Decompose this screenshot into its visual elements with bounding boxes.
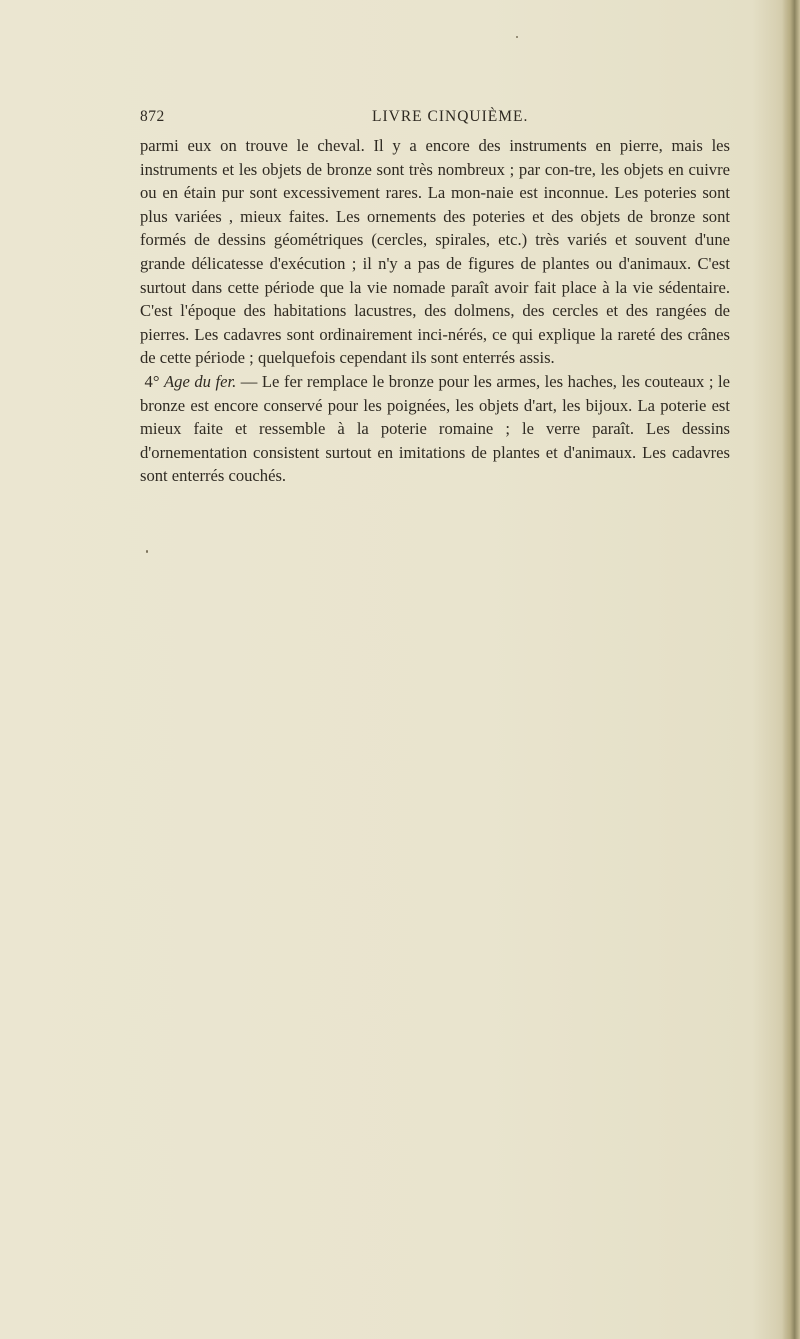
paragraph-iron-age-text: — Le fer remplace le bronze pour les armes, les haches, les couteaux ; le bronze est encore conservé pour les poignées, les objets d'art, les bijoux. La poterie est mieux faite et ressemble à la poterie romaine ; le verre paraît. Les dessins d'ornementation consistent surtout en imitations de plantes et d'animaux. Les cadavres sont enterrés couchés. (140, 371, 731, 486)
paper-speck (146, 550, 148, 553)
body-text (140, 134, 730, 488)
section-number: 4° (144, 371, 160, 391)
page-number: 872 (140, 108, 165, 125)
section-title: Age du fer. (164, 371, 237, 391)
paper-speck (516, 36, 518, 38)
page-edge-shadow (782, 0, 800, 1339)
paragraph-iron-age (140, 370, 730, 488)
paragraph-bronze-age: parmi eux on trouve le cheval. Il y a encore des instruments en pierre, mais les instruments et les objets de bronze sont très nombreux ; par con-tre, les objets en cuivre ou en étain pur sont excessivement rares. La mon-naie est inconnue. Les poteries sont plus variées , mieux faites. Les ornements des poteries et des objets de bronze sont formés de dessins géométriques (cercles, spirales, etc.) très variés et souvent d'une grande délicatesse d'exécution ; il n'y a pas de figures de plantes ou d'animaux. C'est surtout dans cette période que la vie nomade paraît avoir fait place à la vie sédentaire. C'est l'époque des habitations lacustres, des dolmens, des cercles et des rangées de pierres. Les cadavres sont ordinairement inci-nérés, ce qui explique la rareté des crânes de cette période ; quelquefois cependant ils sont enterrés assis. (140, 136, 730, 368)
running-title: LIVRE CINQUIÈME. (372, 108, 529, 125)
page-header (140, 108, 730, 130)
